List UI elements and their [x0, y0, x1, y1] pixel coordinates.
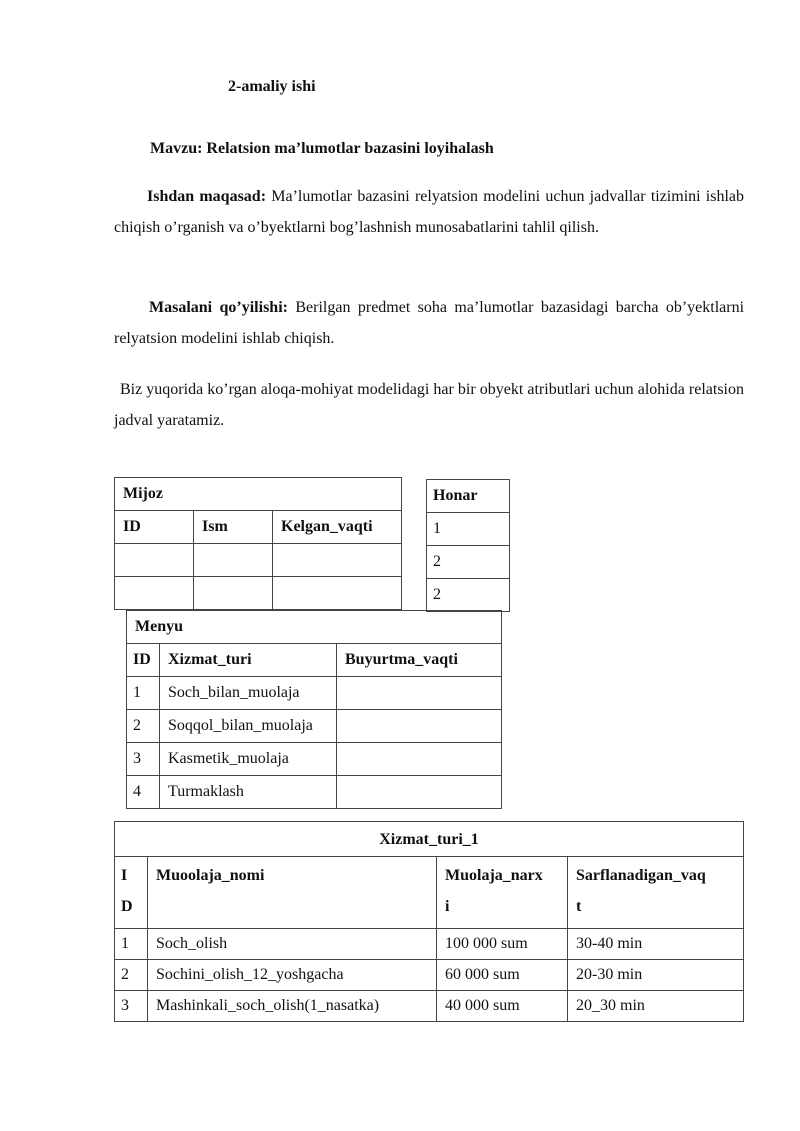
- table-cell: 100 000 sum: [437, 929, 568, 960]
- table-row: [127, 743, 502, 776]
- table-row: [127, 776, 502, 809]
- table-cell: 1: [127, 677, 160, 710]
- honar-table: [426, 479, 510, 612]
- table-cell: 2: [127, 710, 160, 743]
- table-cell: [115, 544, 194, 577]
- menyu-header-xizmat-turi: Xizmat_turi: [160, 644, 337, 677]
- subject-heading: Mavzu: Relatsion ma’lumotlar bazasini loyihalash: [150, 140, 494, 157]
- table-cell: [337, 677, 502, 710]
- menyu-header-buyurtma-vaqti: Buyurtma_vaqti: [337, 644, 502, 677]
- table-cell: [194, 544, 273, 577]
- table-row: [427, 546, 510, 579]
- table-cell: [337, 710, 502, 743]
- task-label: Masalani qo’yilishi:: [149, 299, 288, 316]
- table-cell: [273, 577, 402, 610]
- table-cell: Soch_olish: [148, 929, 437, 960]
- table-cell: 4: [127, 776, 160, 809]
- mijoz-header-ism: Ism: [194, 511, 273, 544]
- task-text: Berilgan predmet soha ma’lumotlar bazasidagi barcha ob’yektlarni relyatsion modelini ishlab chiqish.: [114, 299, 745, 347]
- table-cell: [337, 743, 502, 776]
- table-cell: [194, 577, 273, 610]
- table-cell: 3: [127, 743, 160, 776]
- xizmat-turi-table: [114, 821, 744, 1022]
- menyu-table: [126, 610, 502, 809]
- goal-paragraph: [114, 181, 744, 243]
- table-row: [127, 677, 502, 710]
- xizmat-caption: Xizmat_turi_1: [115, 822, 744, 857]
- table-cell: 20-30 min: [568, 960, 744, 991]
- table-cell: 2: [427, 546, 510, 579]
- table-row: [115, 960, 744, 991]
- table-cell: 60 000 sum: [437, 960, 568, 991]
- table-cell: Turmaklash: [160, 776, 337, 809]
- table-cell: 40 000 sum: [437, 991, 568, 1022]
- table-row: [427, 579, 510, 612]
- table-cell: [115, 577, 194, 610]
- goal-label: Ishdan maqasad:: [147, 188, 267, 205]
- table-cell: 2: [427, 579, 510, 612]
- table-cell: Sochini_olish_12_yoshgacha: [148, 960, 437, 991]
- honar-caption: Honar: [427, 480, 510, 513]
- table-row: [127, 710, 502, 743]
- table-cell: [273, 544, 402, 577]
- page-title: 2-amaliy ishi: [228, 78, 316, 95]
- table-row: [115, 577, 402, 610]
- table-row: [115, 544, 402, 577]
- table-cell: Kasmetik_muolaja: [160, 743, 337, 776]
- table-cell: Soch_bilan_muolaja: [160, 677, 337, 710]
- task-paragraph: [114, 292, 744, 354]
- table-cell: 1: [427, 513, 510, 546]
- xizmat-header-muolaja-narxi: Muolaja_narx i: [437, 857, 568, 929]
- table-cell: Mashinkali_soch_olish(1_nasatka): [148, 991, 437, 1022]
- intro-paragraph: Biz yuqorida ko’rgan aloqa-mohiyat modelidagi har bir obyekt atributlari uchun alohida relatsion jadval yaratamiz.: [114, 381, 744, 429]
- xizmat-header-id: I D: [115, 857, 148, 929]
- goal-text: Ma’lumotlar bazasini relyatsion modelini uchun jadvallar tizimini ishlab chiqish o’rganish va o’byektlarni bog’lashnish munosabatlarini tahlil qilish.: [114, 188, 745, 236]
- table-cell: 1: [115, 929, 148, 960]
- table-row: [115, 929, 744, 960]
- mijoz-caption: Mijoz: [115, 478, 402, 511]
- mijoz-header-kelgan-vaqti: Kelgan_vaqti: [273, 511, 402, 544]
- table-cell: 2: [115, 960, 148, 991]
- table-row: [115, 991, 744, 1022]
- table-cell: Soqqol_bilan_muolaja: [160, 710, 337, 743]
- mijoz-header-id: ID: [115, 511, 194, 544]
- table-cell: [337, 776, 502, 809]
- table-cell: 3: [115, 991, 148, 1022]
- table-cell: 20_30 min: [568, 991, 744, 1022]
- table-row: [427, 513, 510, 546]
- xizmat-header-muolaja-nomi: Muoolaja_nomi: [148, 857, 437, 929]
- table-cell: 30-40 min: [568, 929, 744, 960]
- mijoz-table: [114, 477, 402, 610]
- menyu-header-id: ID: [127, 644, 160, 677]
- xizmat-header-sarflanadigan-vaqt: Sarflanadigan_vaq t: [568, 857, 744, 929]
- menyu-caption: Menyu: [127, 611, 502, 644]
